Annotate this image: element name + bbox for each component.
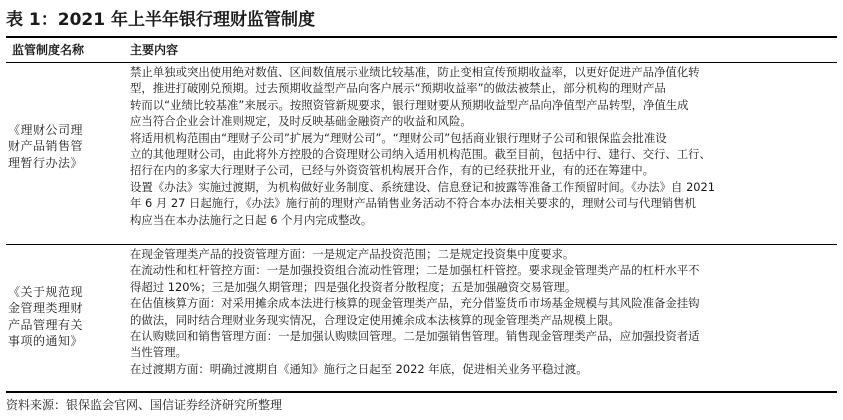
content-line: 的做法，同时结合理财业务现实情况，合理设定使用摊余成本法核算的现金管理类产品规模上限。 [130,312,620,327]
regulation-name [8,121,120,170]
content-line: 禁止单独或突出使用绝对数值、区间数值展示业绩比较基准，防止变相宣传预期收益率，以更好促进产品净值化转 [130,65,700,79]
content-line: 构应当在本办法施行之日起 6 个月内完成整改。 [130,212,373,227]
content-line: 在认购赎回和销售管理方面：一是加强认购赎回管理。二是加强销售管理。销售现金管理类产品，应加强投资者适 [130,328,700,343]
content-line: 在估值核算方面：对采用摊余成本法进行核算的现金管理类产品，充分借鉴货币市场基金规模与其风险准备金挂钩 [130,296,700,311]
content-line: 型，推进打破刚兑预期。过去预期收益型产品向客户展示“预期收益率”的做法被禁止，部分机构的理财产品 [130,81,666,96]
table-header [6,38,837,63]
regulation-name-line: 金管理类理财 [8,301,84,316]
regulation-name-line: 财产品销售管 [8,139,84,154]
regulation-name-line: 理暂行办法》 [8,155,84,170]
column-header-regulation-name: 监管制度名称 [12,43,85,57]
content-line: 当性管理。 [130,345,187,360]
content-line: 将适用机构范围由“理财子公司”扩展为“理财公司”。“理财公司”包括商业银行理财子公司和银保监会批准设 [130,130,667,145]
content-line: 年 6 月 27 日起施行，《办法》施行前的理财产品销售业务活动不符合本办法相关要求的，理财公司与代理销售机 [130,196,696,211]
content-line: 设置《办法》实施过渡期，为机构做好业务制度、系统建设、信息登记和披露等准备工作预留时间。《办法》自 2021 [130,179,716,194]
regulation-name [8,283,120,349]
regulation-content [130,246,835,377]
table-row [6,63,837,245]
content-line: 招行在内的多家大行理财子公司，已经与外资资管机构展开合作，有的已经获批开业，有的还在筹建中。 [130,163,654,178]
content-line: 得超过 120%；三是加强久期管理；四是强化投资者分散程度；五是加强融资交易管理。 [130,279,577,294]
table-row [6,245,837,393]
regulation-content [130,64,835,228]
regulation-name-line: 《理财公司理 [8,123,84,137]
content-line: 在过渡期方面：明确过渡期自《通知》施行之日起至 2022 年底，促进相关业务平稳过渡。 [130,361,588,376]
table-title: 表 1：2021 年上半年银行理财监管制度 [6,4,837,38]
regulation-name-line: 《关于规范现 [8,285,84,299]
regulation-name-line: 产品管理有关 [8,317,84,332]
content-line: 在现金管理类产品的投资管理方面：一是规定产品投资范围；二是规定投资集中度要求。 [130,247,575,261]
regulation-name-line: 事项的通知》 [8,334,84,349]
content-line: 立的其他理财公司，由此将外方控股的合资理财公司纳入适用机构范围。截至目前，包括中行、建行、交行、工行、 [130,146,711,161]
content-line: 应当符合企业会计准则规定，及时反映基础金融资产的收益和风险。 [130,114,472,129]
column-header-main-content: 主要内容 [130,43,179,57]
content-line: 在流动性和杠杆管控方面：一是加强投资组合流动性管理；二是加强杠杆管控。要求现金管理类产品的杠杆水平不 [130,263,700,278]
content-line: 转而以“业绩比较基准”来展示。按照资管新规要求，银行理财要从预期收益型产品向净值型产品转型，净值生成 [130,97,689,112]
source-note: 资料来源：银保监会官网、国信证券经济研究所整理 [6,398,283,412]
